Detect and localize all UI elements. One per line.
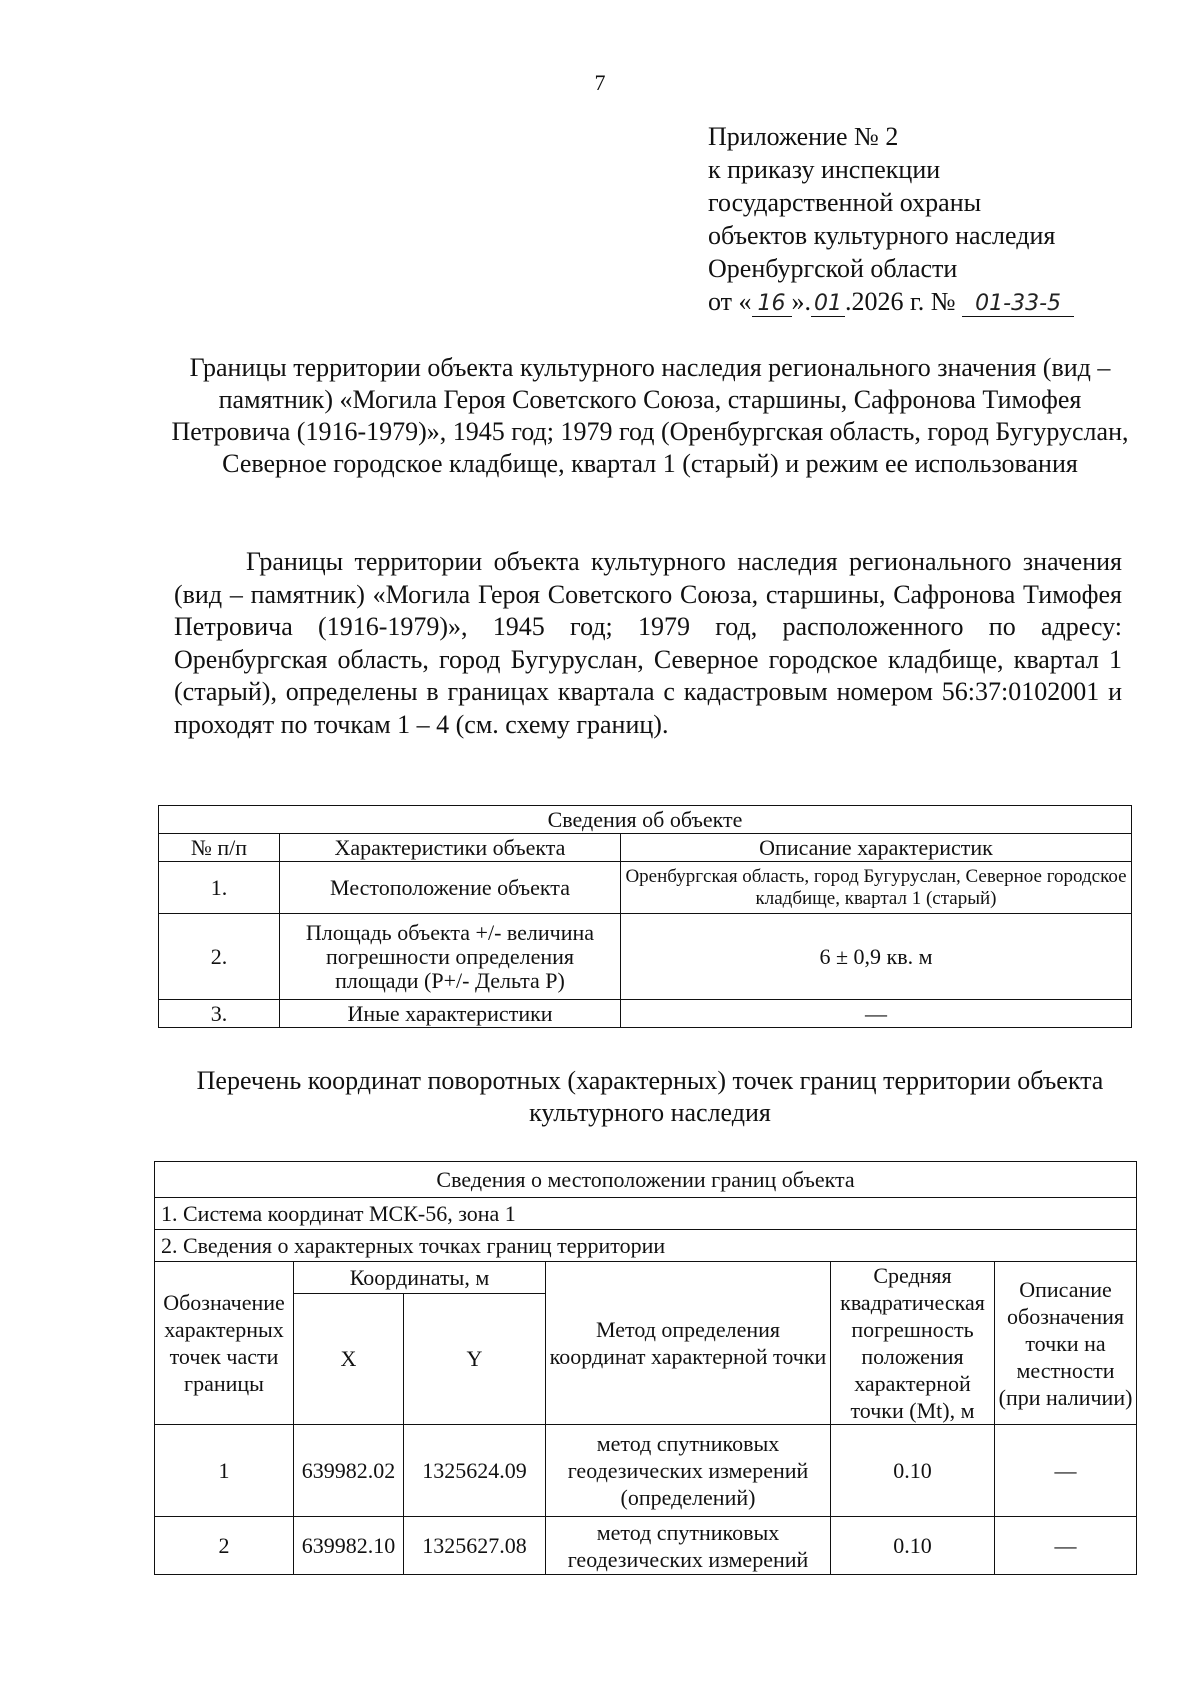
coordinate-system-row: 1. Система координат МСК-56, зона 1 [155,1198,1137,1230]
handwritten-order-number: 01-33-5 [962,292,1074,317]
table-cell: 3. [159,1000,280,1028]
header-y: Y [404,1293,546,1424]
table-cell: Иные характеристики [280,1000,621,1028]
table-cell: 1. [159,862,280,914]
table-cell: 639982.02 [294,1425,404,1517]
appendix-line: объектов культурного наследия [708,221,1056,250]
table-header: Характеристики объекта [280,834,621,862]
points-caption-row: 2. Сведения о характерных точках границ территории [155,1230,1137,1262]
appendix-line: Оренбургской области [708,254,958,283]
table-cell: 1325624.09 [404,1425,546,1517]
table-cell: 1 [155,1425,294,1517]
document-title: Границы территории объекта культурного наследия регионального значения (вид – памятник) «Могила Героя Советского Союза, старшины, Сафронова Тимофея Петровича (1916-1979)», 1945 год; 1979 год (Оренбургская область, город Бугуруслан, Северное городское кладбище, квартал 1 (старый) и режим ее использования [171,353,1129,478]
table-cell: 6 ± 0,9 кв. м [621,914,1132,1000]
table-cell: — [995,1517,1137,1575]
header-method: Метод определения координат характерной точки [546,1262,831,1425]
header-coordinates: Координаты, м [294,1262,546,1294]
table-caption: Сведения об объекте [159,806,1132,834]
appendix-header [708,120,1148,318]
table-cell: метод спутниковых геодезических измерений (определений) [546,1425,831,1517]
appendix-line: государственной охраны [708,188,982,217]
table-cell: 639982.10 [294,1517,404,1575]
coordinates-table [154,1161,1137,1575]
handwritten-month: 01 [811,292,845,317]
table-cell: 2 [155,1517,294,1575]
header-designation: Обозначение характерных точек части границы [155,1262,294,1425]
table-caption: Сведения о местоположении границ объекта [155,1162,1137,1198]
date-prefix: от « [708,287,752,316]
page-number: 7 [594,70,606,95]
table-cell: 2. [159,914,280,1000]
table-cell: Местоположение объекта [280,862,621,914]
table-cell: — [995,1425,1137,1517]
header-x: X [294,1293,404,1424]
table-cell: Площадь объекта +/- величина погрешности определения площади (P+/- Дельта P) [280,914,621,1000]
coordinates-section-title: Перечень координат поворотных (характерных) точек границ территории объекта культурного наследия [196,1066,1104,1127]
table-cell: 1325627.08 [404,1517,546,1575]
handwritten-day: 16 [752,292,792,317]
table-cell: 0.10 [831,1425,995,1517]
table-cell: Оренбургская область, город Бугуруслан, Северное городское кладбище, квартал 1 (старый) [621,862,1132,914]
table-header: № п/п [159,834,280,862]
date-mid: ». [791,287,812,316]
date-suffix: .2026 г. № [845,287,956,316]
table-header: Описание характеристик [621,834,1132,862]
header-error: Средняя квадратическая погрешность положения характерной точки (Mt), м [831,1262,995,1425]
table-cell: — [621,1000,1132,1028]
table-cell: метод спутниковых геодезических измерений [546,1517,831,1575]
header-description: Описание обозначения точки на местности (при наличии) [995,1262,1137,1425]
object-info-table [158,805,1132,1028]
table-cell: 0.10 [831,1517,995,1575]
order-date-line [708,285,1148,318]
body-paragraph: Границы территории объекта культурного наследия регионального значения (вид – памятник) «Могила Героя Советского Союза, старшины, Сафронова Тимофея Петровича (1916-1979)», 1945 год; 1979 год, расположенного по адресу: Оренбургская область, город Бугуруслан, Северное городское кладбище, квартал 1 (старый), определены в границах квартала с кадастровым номером 56:37:0102001 и проходят по точкам 1 – 4 (см. схему границ). [174,547,1122,739]
appendix-line: Приложение № 2 [708,122,899,151]
appendix-line: к приказу инспекции [708,155,941,184]
